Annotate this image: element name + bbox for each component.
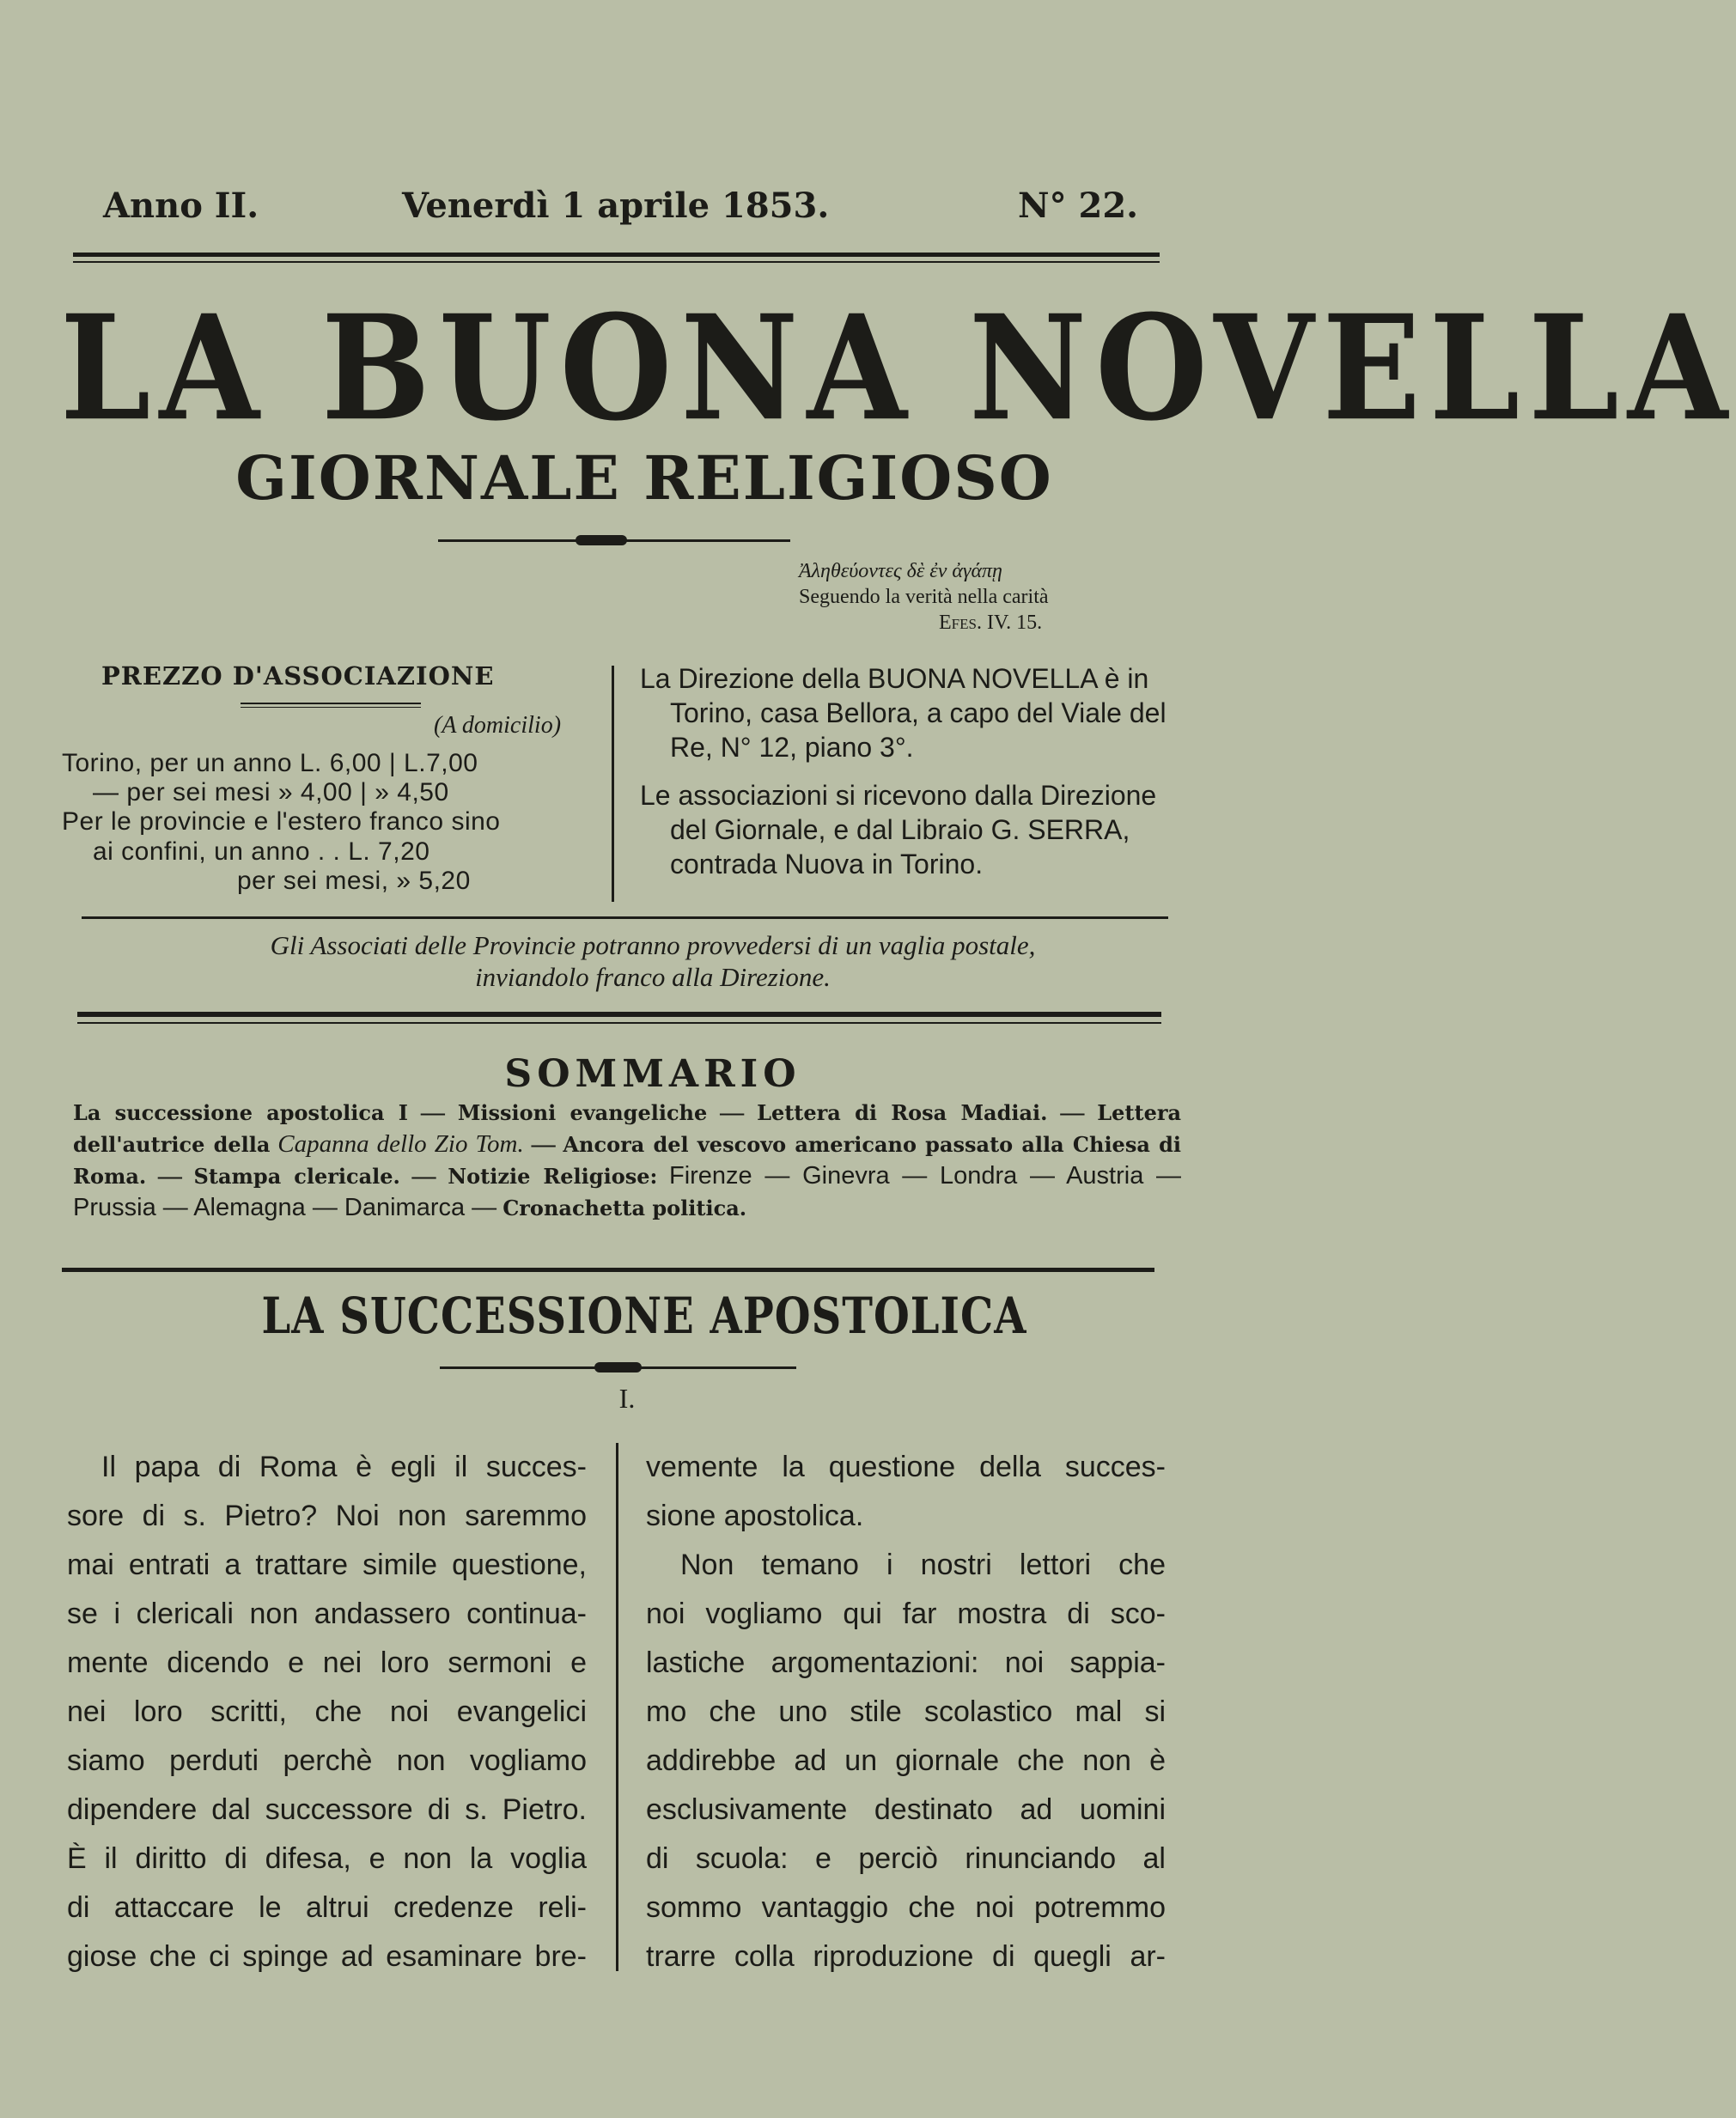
sommario-dash: — xyxy=(157,1163,182,1190)
text-line: mai entrati a trattare simile questione, xyxy=(67,1549,587,1581)
price-line-2: — per sei mesi » 4,00 | » 4,50 xyxy=(93,778,449,806)
article-rule-thick xyxy=(62,1268,1154,1272)
header-column-divider xyxy=(612,666,614,902)
sommario-item: Notizie Religiose: xyxy=(448,1164,658,1189)
sommario-dash: — xyxy=(720,1099,745,1126)
article-column-left xyxy=(67,1443,587,1981)
text-line: lastiche argomentazioni: noi sappia- xyxy=(646,1646,1166,1679)
text-line: vemente la questione della succes- xyxy=(646,1451,1166,1483)
text-line: sore di s. Pietro? Noi non saremmo xyxy=(67,1500,587,1532)
text-line: sommo vantaggio che noi potremmo xyxy=(646,1891,1166,1924)
issue-year: Anno II. xyxy=(103,186,259,226)
text-line: nei loro scritti, che noi evangelici xyxy=(67,1695,587,1728)
subscriber-note-line-2: inviandolo franco alla Direzione. xyxy=(475,962,831,992)
sommario-contents xyxy=(73,1098,1181,1224)
direzione-address: La Direzione della BUONA NOVELLA è in Torino, casa Bellora, a capo del Viale del Re, N° 12, piano 3°. xyxy=(640,663,1166,763)
price-underline-thin xyxy=(241,707,421,708)
motto-greek: Ἀληθεύοντες δὲ ἐν ἀγάπῃ xyxy=(799,560,1002,582)
subscriber-note-line-1: Gli Associati delle Provincie potranno provvedersi di un vaglia postale, xyxy=(270,930,1036,960)
sommario-dash: — xyxy=(411,1163,436,1190)
top-rule-thick xyxy=(73,253,1160,257)
issue-date: Venerdì 1 aprile 1853. xyxy=(402,186,830,226)
motto xyxy=(799,558,1142,636)
price-underline xyxy=(241,703,421,704)
text-line: se i clericali non andassero continua- xyxy=(67,1598,587,1630)
newspaper-subtitle: GIORNALE RELIGIOSO xyxy=(235,442,1053,514)
direzione-block xyxy=(640,661,1190,895)
text-line: Non temano i nostri lettori che xyxy=(680,1549,1166,1581)
sommario-item: Lettera dell'autrice della xyxy=(73,1100,1182,1157)
sommario-rule-thick xyxy=(77,1012,1161,1017)
price-line-1: Torino, per un anno L. 6,00 | L.7,00 xyxy=(62,749,478,777)
sommario-title: SOMMARIO xyxy=(504,1052,801,1096)
text-line: mente dicendo e nei loro sermoni e xyxy=(67,1646,587,1679)
article-column-right xyxy=(646,1443,1166,1981)
text-line: siamo perduti perchè non vogliamo xyxy=(67,1744,587,1777)
text-line: di scuola: e perciò rinunciando al xyxy=(646,1842,1166,1875)
text-line: noi vogliamo qui far mostra di sco- xyxy=(646,1598,1166,1630)
sommario-item: Stampa clericale. xyxy=(193,1164,400,1189)
sommario-item-places: Firenze — Ginevra — Londra — Austria — Prussia — Alemagna — Danimarca — xyxy=(73,1162,1182,1221)
sommario-rule-thin xyxy=(77,1022,1161,1024)
price-line-5: per sei mesi, » 5,20 xyxy=(237,867,471,895)
price-heading: PREZZO D'ASSOCIAZIONE xyxy=(101,661,495,691)
note-rule xyxy=(82,916,1168,919)
text-line: esclusivamente destinato ad uomini xyxy=(646,1793,1166,1826)
text-line: sione apostolica. xyxy=(646,1500,864,1532)
price-line-4: ai confini, un anno . . L. 7,20 xyxy=(93,837,430,866)
motto-reference: Efes. IV. 15. xyxy=(939,612,1043,634)
sommario-item-italic: Capanna dello Zio Tom. xyxy=(277,1130,524,1158)
article-section-number: I. xyxy=(618,1383,636,1414)
price-line-3: Per le provincie e l'estero franco sino xyxy=(62,807,501,836)
top-rule-thin xyxy=(73,261,1160,263)
title-ornament xyxy=(438,534,790,546)
text-line: di attaccare le altrui credenze reli- xyxy=(67,1891,587,1924)
text-line: trarre colla riproduzione di quegli ar- xyxy=(646,1940,1166,1973)
sommario-dash: — xyxy=(1060,1099,1085,1126)
text-line: giose che ci spinge ad esaminare bre- xyxy=(67,1940,587,1973)
text-line: mo che uno stile scolastico mal si xyxy=(646,1695,1166,1728)
sommario-item: Lettera di Rosa Madiai. xyxy=(757,1100,1048,1125)
newspaper-title: LA BUONA NOVELLA xyxy=(60,283,1736,453)
direzione-subscriptions: Le associazioni si ricevono dalla Direzione del Giornale, e dal Libraio G. SERRA, contrada Nuova in Torino. xyxy=(640,780,1157,879)
text-line: addirebbe ad un giornale che non è xyxy=(646,1744,1166,1777)
issue-number: N° 22. xyxy=(1018,186,1139,226)
article-title: LA SUCCESSIONE APOSTOLICA xyxy=(261,1287,1027,1346)
masthead-row xyxy=(94,186,1142,237)
article-column-divider xyxy=(616,1443,618,1971)
sommario-item: Missioni evangeliche xyxy=(457,1100,708,1125)
sommario-dash: — xyxy=(531,1131,556,1158)
sommario-dash: — xyxy=(420,1099,445,1126)
text-line: È il diritto di difesa, e non la voglia xyxy=(67,1842,587,1875)
sommario-item: La successione apostolica I xyxy=(73,1100,409,1125)
subscriber-note xyxy=(86,929,1220,993)
price-note: (A domicilio) xyxy=(434,712,562,739)
motto-italian: Seguendo la verità nella carità xyxy=(799,586,1049,608)
text-line: dipendere dal successore di s. Pietro. xyxy=(67,1793,587,1826)
article-ornament xyxy=(440,1361,796,1373)
text-line: Il papa di Roma è egli il succes- xyxy=(101,1451,587,1483)
sommario-item: Ancora del vescovo americano passato alla Chiesa di Roma. xyxy=(73,1132,1181,1189)
sommario-item: Cronachetta politica. xyxy=(503,1196,747,1220)
